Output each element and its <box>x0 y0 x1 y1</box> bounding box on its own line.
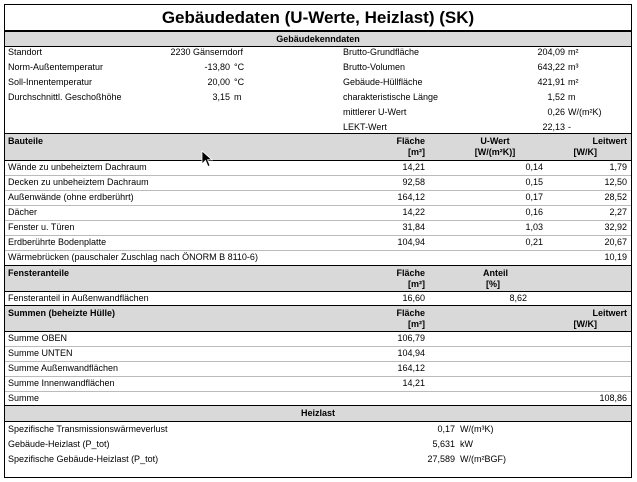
bauteil-leitwert: 10,19 <box>604 252 627 262</box>
summe-name: Summe OBEN <box>8 333 68 343</box>
row-divider <box>5 220 631 221</box>
heizlast-value: 0,17 <box>437 424 455 434</box>
kenndaten-unit: m² <box>568 47 579 57</box>
bauteil-flaeche: 92,58 <box>402 177 425 187</box>
summe-flaeche: 14,21 <box>402 378 425 388</box>
bauteil-uwert: 1,03 <box>525 222 543 232</box>
kenndaten-unit: W/(m²K) <box>568 107 602 117</box>
summe-flaeche: 164,12 <box>397 363 425 373</box>
fenster-name: Fensteranteil in Außenwandflächen <box>8 293 149 303</box>
heizlast-unit: W/(m²BGF) <box>460 454 506 464</box>
fenster-col-flaeche-unit: [m²] <box>408 279 425 289</box>
bauteil-name: Fenster u. Türen <box>8 222 75 232</box>
row-divider <box>5 235 631 236</box>
summen-col-flaeche-unit: [m²] <box>408 319 425 329</box>
summe-name: Summe Außenwandflächen <box>8 363 119 373</box>
section-header-kenndaten: Gebäudekenndaten <box>5 31 631 47</box>
bauteil-name: Wärmebrücken (pauschaler Zuschlag nach ÖNORM B 8110-6) <box>8 252 258 262</box>
heizlast-name: Spezifische Transmissionswärmeverlust <box>8 424 168 434</box>
bauteile-header <box>5 133 631 161</box>
bauteile-col-flaeche: Fläche <box>396 136 425 146</box>
bauteil-uwert: 0,16 <box>525 207 543 217</box>
fenster-col-anteil-unit: [%] <box>486 279 500 289</box>
bauteil-uwert: 0,17 <box>525 192 543 202</box>
summe-name: Summe <box>8 393 40 403</box>
row-divider <box>5 190 631 191</box>
kenndaten-label: Gebäude-Hüllfläche <box>343 77 423 87</box>
kenndaten-label: Norm-Außentemperatur <box>8 62 104 72</box>
mouse-pointer-icon <box>201 150 213 168</box>
bauteil-leitwert: 32,92 <box>604 222 627 232</box>
bauteil-uwert: 0,15 <box>525 177 543 187</box>
kenndaten-value: 2230 Gänserndorf <box>170 47 243 57</box>
kenndaten-label: Brutto-Volumen <box>343 62 406 72</box>
row-divider <box>5 205 631 206</box>
bauteil-uwert: 0,21 <box>525 237 543 247</box>
bauteile-col-uwert-unit: [W/(m²K)] <box>474 147 516 157</box>
summe-name: Summe Innenwandflächen <box>8 378 115 388</box>
fenster-col-anteil: Anteil <box>483 268 509 278</box>
bauteil-leitwert: 12,50 <box>604 177 627 187</box>
summen-col-flaeche: Fläche <box>396 308 425 318</box>
fenster-header <box>5 265 631 292</box>
kenndaten-label: mittlerer U-Wert <box>343 107 407 117</box>
kenndaten-value: 204,09 <box>537 47 565 57</box>
bauteil-name: Außenwände (ohne erdberührt) <box>8 192 134 202</box>
bauteile-col-flaeche-unit: [m²] <box>408 147 425 157</box>
fenster-flaeche: 16,60 <box>402 293 425 303</box>
kenndaten-unit: m <box>568 92 576 102</box>
bauteil-name: Dächer <box>8 207 38 217</box>
kenndaten-value: 643,22 <box>537 62 565 72</box>
kenndaten-value: 3,15 <box>212 92 230 102</box>
bauteil-name: Wände zu unbeheiztem Dachraum <box>8 162 147 172</box>
kenndaten-unit: m <box>234 92 242 102</box>
summe-flaeche: 106,79 <box>397 333 425 343</box>
bauteile-col-name: Bauteile <box>8 136 44 146</box>
bauteil-name: Decken zu unbeheiztem Dachraum <box>8 177 149 187</box>
bauteil-flaeche: 164,12 <box>397 192 425 202</box>
kenndaten-unit: °C <box>234 62 245 72</box>
kenndaten-value: 421,91 <box>537 77 565 87</box>
bauteile-col-leitwert: Leitwert <box>592 136 627 146</box>
fenster-anteil: 8,62 <box>509 293 527 303</box>
row-divider <box>5 346 631 347</box>
report-frame <box>4 4 632 478</box>
heizlast-unit: kW <box>460 439 473 449</box>
kenndaten-value: 1,52 <box>547 92 565 102</box>
kenndaten-label: Soll-Innentemperatur <box>8 77 93 87</box>
row-divider <box>5 250 631 251</box>
kenndaten-unit: m² <box>568 77 579 87</box>
kenndaten-unit: °C <box>234 77 245 87</box>
fenster-col-flaeche: Fläche <box>396 268 425 278</box>
row-divider <box>5 391 631 392</box>
kenndaten-unit: m³ <box>568 62 579 72</box>
heizlast-value: 27,589 <box>427 454 455 464</box>
kenndaten-label: charakteristische Länge <box>343 92 439 102</box>
row-divider <box>5 175 631 176</box>
bauteil-uwert: 0,14 <box>525 162 543 172</box>
section-header-heizlast: Heizlast <box>5 405 631 422</box>
bauteil-leitwert: 28,52 <box>604 192 627 202</box>
summen-col-leitwert: Leitwert <box>592 308 627 318</box>
bauteile-col-leitwert-unit: [W/K] <box>573 147 597 157</box>
bauteile-col-uwert: U-Wert <box>480 136 510 146</box>
kenndaten-label: LEKT-Wert <box>343 122 387 132</box>
heizlast-unit: W/(m³K) <box>460 424 494 434</box>
fenster-col-name: Fensteranteile <box>8 268 70 278</box>
summe-leitwert: 108,86 <box>599 393 627 403</box>
bauteil-flaeche: 14,21 <box>402 162 425 172</box>
heizlast-value: 5,631 <box>432 439 455 449</box>
kenndaten-label: Durchschnittl. Geschoßhöhe <box>8 92 122 102</box>
summen-col-name: Summen (beheizte Hülle) <box>8 308 116 318</box>
bauteil-leitwert: 1,79 <box>609 162 627 172</box>
kenndaten-value: 22,13 <box>542 122 565 132</box>
heizlast-name: Gebäude-Heizlast (P_tot) <box>8 439 110 449</box>
kenndaten-value: 0,26 <box>547 107 565 117</box>
bauteil-leitwert: 2,27 <box>609 207 627 217</box>
summen-header <box>5 305 631 332</box>
page-title: Gebäudedaten (U-Werte, Heizlast) (SK) <box>5 5 631 31</box>
bauteil-flaeche: 104,94 <box>397 237 425 247</box>
kenndaten-label: Standort <box>8 47 43 57</box>
summe-flaeche: 104,94 <box>397 348 425 358</box>
bauteil-name: Erdberührte Bodenplatte <box>8 237 107 247</box>
kenndaten-value: 20,00 <box>207 77 230 87</box>
kenndaten-label: Brutto-Grundfläche <box>343 47 420 57</box>
bauteil-flaeche: 14,22 <box>402 207 425 217</box>
row-divider <box>5 361 631 362</box>
heizlast-name: Spezifische Gebäude-Heizlast (P_tot) <box>8 454 159 464</box>
row-divider <box>5 376 631 377</box>
bauteil-leitwert: 20,67 <box>604 237 627 247</box>
kenndaten-value: -13,80 <box>204 62 230 72</box>
summen-col-leitwert-unit: [W/K] <box>573 319 597 329</box>
summe-name: Summe UNTEN <box>8 348 73 358</box>
bauteil-flaeche: 31,84 <box>402 222 425 232</box>
kenndaten-unit: - <box>568 122 571 132</box>
